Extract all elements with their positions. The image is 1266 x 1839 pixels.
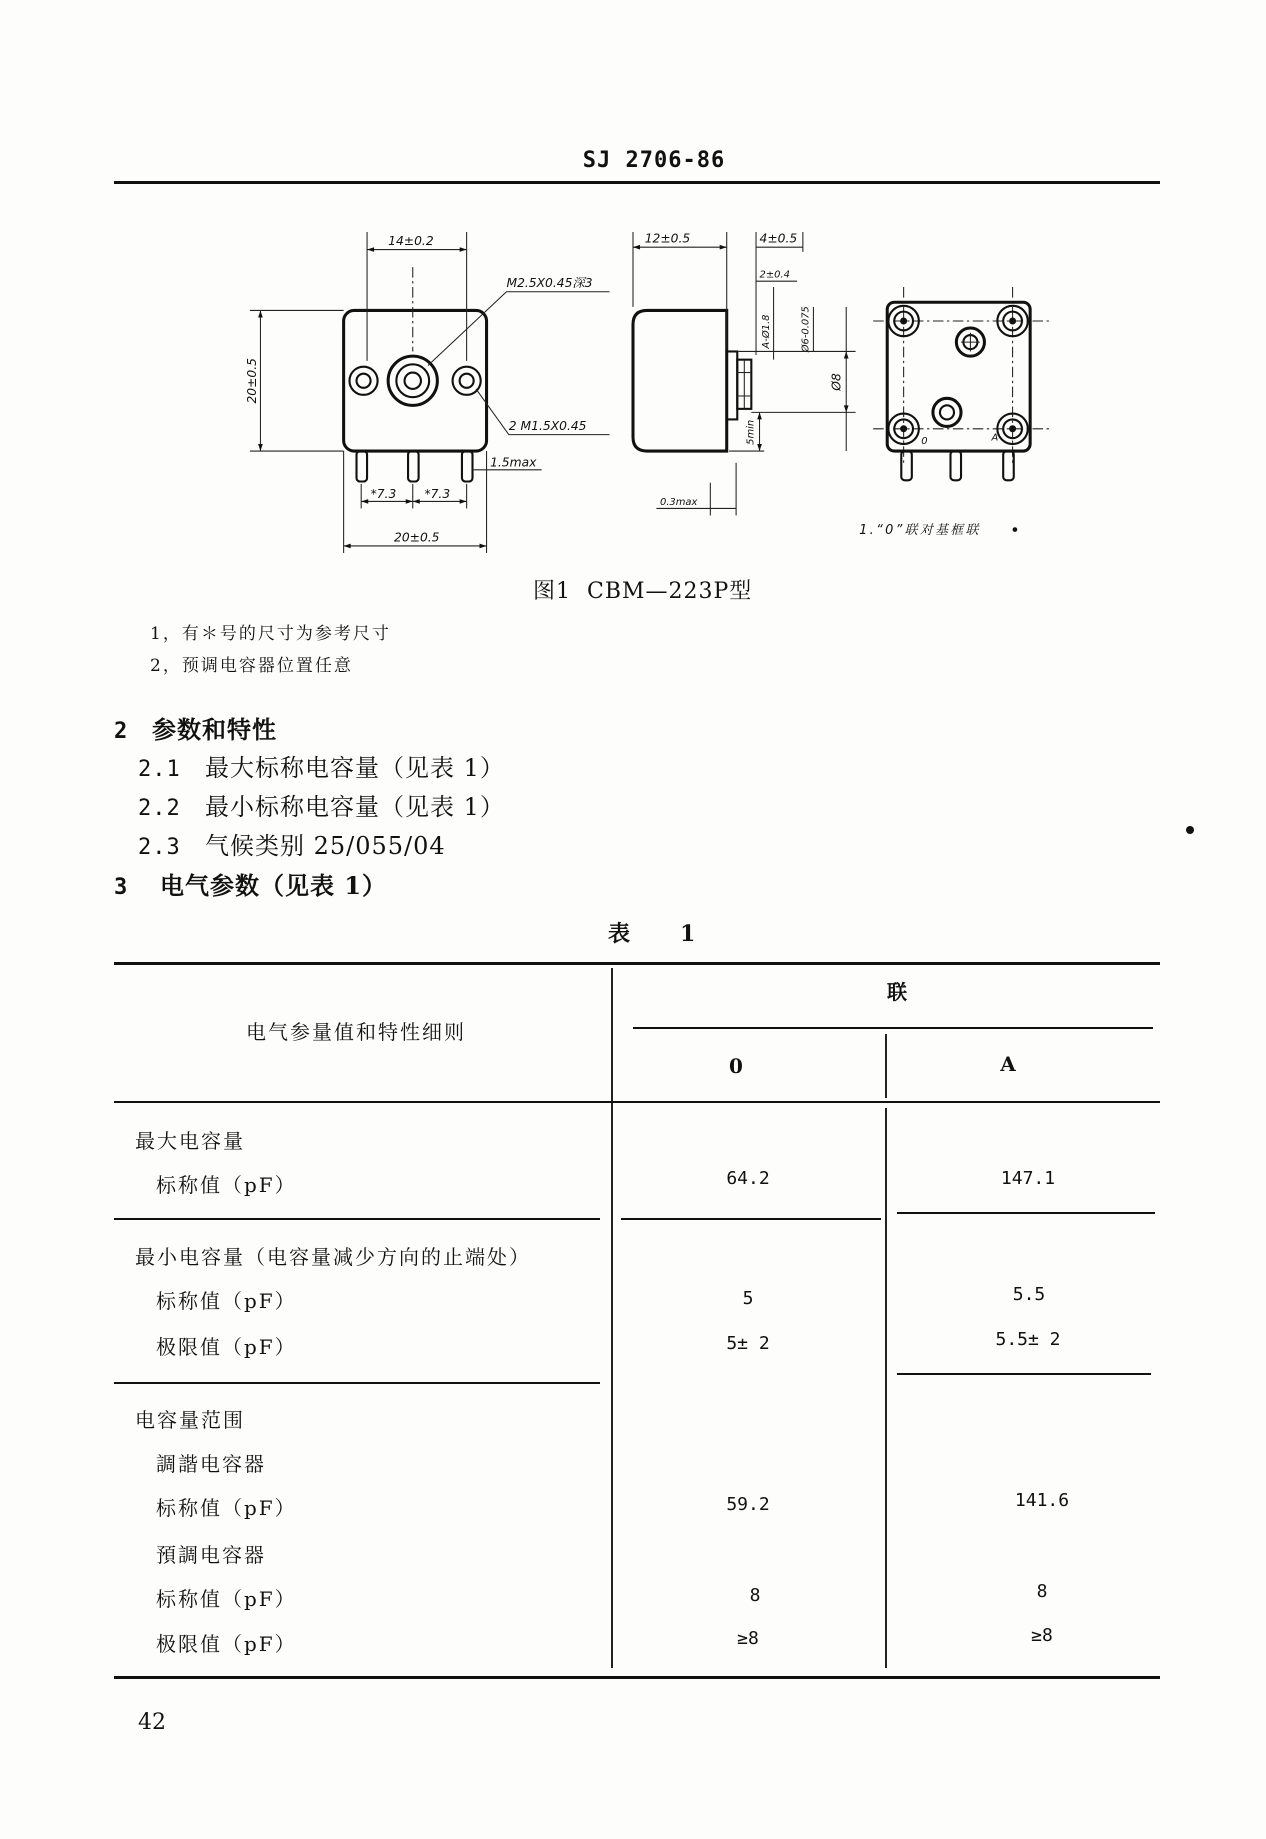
bottom-view-note: 1.“0”联对基框联 [859, 523, 981, 539]
cell-value-col-a: ≥8 [1031, 1625, 1053, 1646]
dim-shaft-bore: A-Ø1.8 [760, 314, 772, 349]
dim-pin-protrusion: 1.5max [490, 455, 537, 470]
table-title-label: 表 [608, 921, 631, 947]
row-label-limit: 极限值（pF） [156, 1632, 297, 1656]
dimension-arrowhead [460, 499, 467, 504]
dimension-arrowhead [406, 499, 413, 504]
table-title-number: 1 [680, 921, 696, 947]
section-2-3 [138, 832, 446, 862]
dim-mounting-thread: 2 M1.5X0.45 [508, 418, 587, 433]
section-title: 最大标称电容量（见表 1） [205, 754, 505, 782]
dimension-arrowhead [633, 245, 640, 250]
dim-shaft-length: 4±0.5 [759, 231, 798, 246]
header-group-underline [633, 1027, 1153, 1029]
front-view [344, 267, 487, 481]
row-separator-2-left [114, 1382, 600, 1384]
row-label-nominal: 标称值（pF） [156, 1289, 297, 1313]
dimension-arrowhead [720, 245, 727, 250]
row-separator-1-left [114, 1218, 600, 1220]
cell-value-col-a: 5.5± 2 [995, 1329, 1061, 1350]
pin-label-a: A [991, 432, 999, 444]
section-number: 3 [114, 875, 129, 900]
section-2-heading [114, 716, 277, 746]
side-view-flange [727, 351, 738, 419]
section-title: 电气参数（见表 1） [160, 871, 388, 900]
dimension-arrowhead [844, 351, 849, 358]
side-view-body [633, 310, 727, 451]
pin-left [357, 451, 368, 481]
table-column-divider-2-header [885, 1034, 887, 1098]
figure-caption: 图1 CBM—223P型 [533, 579, 753, 604]
header-group-label: 联 [887, 980, 907, 1004]
section-2-2 [138, 793, 505, 823]
dimension-arrowhead [367, 247, 374, 252]
pin-label-0: 0 [921, 436, 928, 448]
cell-value-col-0: 5 [742, 1288, 754, 1309]
standard-code-header: SJ 2706-86 [582, 148, 726, 173]
left-hole-inner [357, 374, 371, 388]
bottom-view [859, 287, 1049, 538]
corner-hole-tr-core [1009, 317, 1016, 324]
dimension-arrowhead [844, 405, 849, 412]
shaft-bore [405, 373, 421, 389]
dim-front-height: 20±0.5 [244, 357, 259, 404]
dimension-arrowhead [258, 444, 263, 451]
row-separator-1-middle [621, 1218, 881, 1220]
corner-hole-tl-core [900, 317, 907, 324]
dim-shaft-step: 2±0.4 [759, 269, 790, 281]
shaft-ring-middle [396, 364, 429, 397]
dim-pin-min-length: 5min [745, 419, 757, 445]
dim-front-base-width: 20±0.5 [394, 530, 440, 545]
row-label-nominal: 标称值（pF） [156, 1173, 297, 1197]
corner-hole-bl-core [900, 425, 907, 432]
cell-value-col-0: 59.2 [726, 1494, 770, 1515]
header-col-0: 0 [729, 1054, 743, 1078]
section-number: 2.2 [138, 796, 181, 821]
section-number: 2.1 [138, 757, 181, 782]
leader-shaft-thread [428, 292, 610, 366]
dim-pin-pitch-2: *7.3 [424, 486, 451, 501]
dim-boss-diameter: Ø8 [829, 373, 844, 391]
header-parameter-label: 电气参量值和特性细则 [246, 1020, 466, 1044]
table-bottom-rule [114, 1676, 1160, 1679]
dimension-arrowhead [413, 499, 420, 504]
row-label-tuning-capacitor: 調諧电容器 [156, 1452, 266, 1476]
cell-value-col-0: 64.2 [726, 1168, 770, 1189]
cell-value-col-a: 8 [1036, 1581, 1048, 1602]
dimension-arrowhead [344, 544, 351, 549]
row-separator-1-right [897, 1212, 1155, 1214]
right-hole-outer [453, 367, 481, 395]
dimension-arrowhead [258, 310, 263, 317]
table-column-divider-2 [885, 1108, 887, 1668]
cell-value-col-a: 141.6 [1014, 1490, 1070, 1511]
dim-pin-pitch-1: *7.3 [370, 486, 397, 501]
right-hole-inner [460, 374, 474, 388]
dim-shaft-thread: M2.5X0.45深3 [506, 276, 593, 291]
left-hole-outer [349, 367, 377, 395]
figure-note-2: 2，预调电容器位置任意 [150, 656, 353, 676]
dimension-arrowhead [460, 247, 467, 252]
page-number: 42 [138, 1710, 166, 1735]
pin-right [462, 451, 473, 481]
header-col-a: A [1000, 1052, 1016, 1076]
row-separator-2-right [897, 1373, 1151, 1375]
dimension-arrowhead [480, 544, 487, 549]
cell-value-col-0: 5± 2 [726, 1333, 770, 1354]
row-label-limit: 极限值（pF） [156, 1335, 297, 1359]
front-view-dimensions [245, 232, 610, 553]
section-title: 最小标称电容量（见表 1） [205, 793, 505, 821]
figure-1-drawing [0, 0, 1266, 560]
table-header-bottom-rule [114, 1101, 1160, 1103]
bottom-pin-left [901, 451, 912, 480]
pin-center [408, 451, 419, 481]
cell-value-col-0: 8 [749, 1585, 761, 1606]
dimension-arrowhead [757, 444, 762, 451]
section-2-1 [138, 754, 505, 784]
section-title: 气候类别 25/055/04 [205, 832, 446, 860]
row-label-max-capacitance: 最大电容量 [135, 1129, 245, 1153]
row-label-min-capacitance: 最小电容量（电容量减少方向的止端处） [135, 1245, 531, 1269]
note-dot [1013, 527, 1018, 532]
trimmer-lower-inner [940, 405, 954, 419]
dimension-arrowhead [361, 499, 368, 504]
cell-value-col-a: 147.1 [1000, 1168, 1056, 1189]
table-top-rule [114, 962, 1160, 965]
front-view-body [344, 310, 487, 451]
section-3-heading [114, 872, 387, 902]
trimmer-lower-outer [933, 398, 961, 426]
dim-shaft-diameter: Ø6-0.075 [800, 306, 812, 353]
row-label-nominal: 标称值（pF） [156, 1587, 297, 1611]
figure-note-1: 1，有＊号的尺寸为参考尺寸 [150, 624, 391, 644]
row-label-nominal: 标称值（pF） [156, 1496, 297, 1520]
dim-mount-gap: 0.3max [659, 496, 698, 508]
scan-speck [1186, 826, 1194, 834]
dim-front-width: 14±0.2 [388, 233, 434, 248]
table-column-divider-1 [611, 968, 613, 1668]
cell-value-col-0: ≥8 [737, 1628, 759, 1649]
side-view [633, 310, 751, 451]
section-number: 2 [114, 719, 129, 744]
row-label-trimmer-capacitor: 預調电容器 [156, 1543, 266, 1567]
cell-value-col-a: 5.5 [1012, 1284, 1046, 1305]
dimension-arrowhead [757, 412, 762, 419]
bottom-pin-center [950, 451, 961, 480]
section-title: 参数和特性 [152, 715, 277, 744]
corner-hole-br-core [1009, 425, 1016, 432]
section-number: 2.3 [138, 835, 181, 860]
row-label-capacitance-range: 电容量范围 [135, 1408, 245, 1432]
dim-body-depth: 12±0.5 [644, 231, 691, 246]
